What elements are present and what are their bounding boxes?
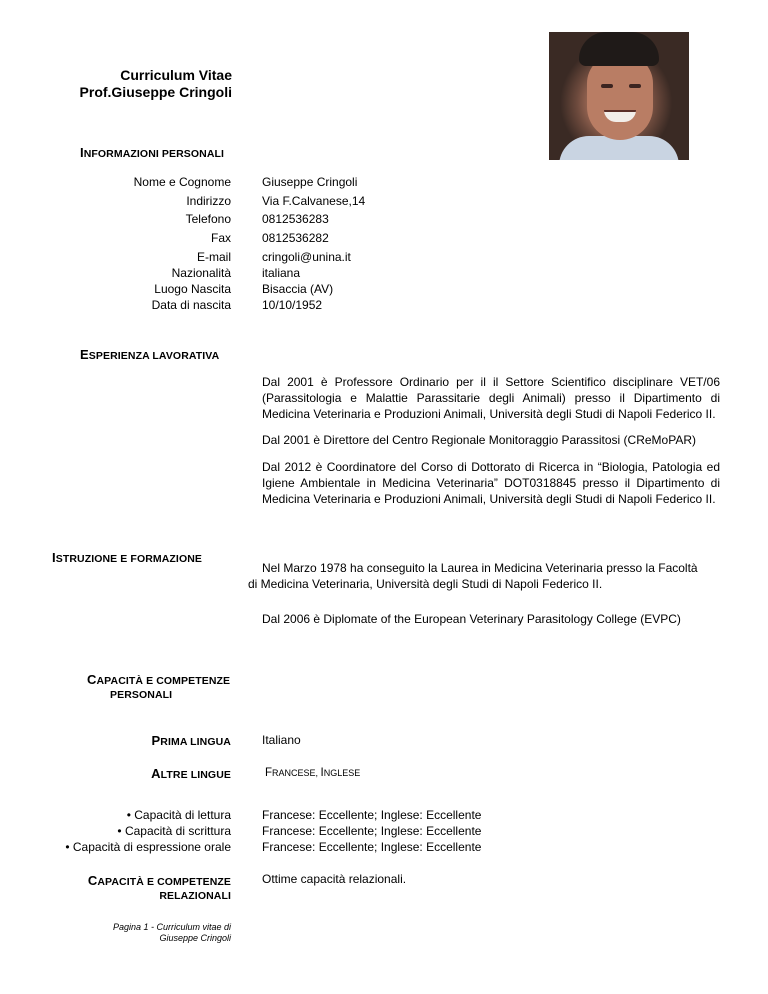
education-line-1: Nel Marzo 1978 ha conseguito la Laurea in Medicina Veterinaria presso la Facoltà (262, 561, 698, 575)
value-fax: 0812536282 (262, 231, 329, 245)
title-line-2: Prof.Giuseppe Cringoli (79, 84, 232, 100)
value-reading: Francese: Eccellente; Inglese: Eccellente (262, 808, 482, 822)
value-other-languages: FRANCESE, INGLESE (265, 767, 361, 779)
label-email: E-mail (196, 250, 231, 264)
photo-face (587, 54, 653, 140)
label-relational-skills-line-2: RELAZIONALI (159, 890, 231, 902)
title-line-1: Curriculum Vitae (120, 67, 232, 83)
photo-hair (579, 32, 659, 66)
label-address: Indirizzo (186, 194, 231, 208)
label-writing: • Capacità di scrittura (117, 824, 231, 838)
label-birthplace: Luogo Nascita (154, 282, 231, 296)
section-heading-education: ISTRUZIONE E FORMAZIONE (52, 550, 203, 565)
label-birthdate: Data di nascita (151, 298, 231, 312)
label-other-languages: ALTRE LINGUE (151, 766, 231, 781)
label-fax: Fax (210, 231, 231, 245)
label-phone: Telefono (185, 212, 231, 226)
label-reading: • Capacità di lettura (126, 808, 231, 822)
value-first-language: Italiano (262, 733, 301, 747)
photo-eye-right (629, 84, 641, 88)
value-birthdate: 10/10/1952 (262, 298, 323, 312)
label-nationality: Nazionalità (171, 266, 231, 280)
experience-item-2: Dal 2001 è Direttore del Centro Regionale Monitoraggio Parassitosi (CReMoPAR) (262, 433, 696, 447)
section-heading-work-experience: ESPERIENZA LAVORATIVA (80, 347, 220, 362)
label-speaking: • Capacità di espressione orale (65, 840, 231, 854)
value-nationality: italiana (262, 266, 301, 280)
section-heading-skills-line-2: PERSONALI (110, 689, 173, 701)
profile-photo (549, 32, 689, 160)
value-address: Via F.Calvanese,14 (262, 194, 366, 208)
experience-item-3: Dal 2012 è Coordinatore del Corso di Dottorato di Ricerca in “Biologia, Patologia ed Igiene Ambientale in Medicina Veterinaria” DOT0318845 presso il Dipartimento di Medicina Veterinaria e Produzioni Animali, Università degli Studi di Napoli Federico II. (262, 460, 720, 506)
value-name: Giuseppe Cringoli (262, 175, 358, 189)
value-phone: 0812536283 (262, 212, 329, 226)
label-relational-skills: CAPACITÀ E COMPETENZE (87, 873, 231, 888)
label-first-language: PRIMA LINGUA (151, 733, 231, 748)
value-email[interactable]: cringoli@unina.it (262, 250, 351, 264)
photo-eye-left (601, 84, 613, 88)
label-name: Nome e Cognome (133, 175, 231, 189)
footer-line-2: Giuseppe Cringoli (159, 933, 231, 943)
value-birthplace: Bisaccia (AV) (262, 282, 334, 296)
section-heading-skills: CAPACITÀ E COMPETENZE (87, 672, 231, 687)
value-relational-skills: Ottime capacità relazionali. (262, 872, 407, 886)
value-writing: Francese: Eccellente; Inglese: Eccellente (262, 824, 482, 838)
education-line-2: di Medicina Veterinaria, Università degli Studi di Napoli Federico II. (248, 577, 603, 591)
page-footer (113, 922, 231, 944)
footer-line-1: Pagina 1 - Curriculum vitae di (112, 922, 231, 932)
value-speaking: Francese: Eccellente; Inglese: Eccellente (262, 840, 482, 854)
section-heading-personal-info: INFORMAZIONI PERSONALI (80, 145, 225, 160)
document-title (80, 67, 232, 101)
education-line-3: Dal 2006 è Diplomate of the European Veterinary Parasitology College (EVPC) (262, 612, 681, 626)
experience-item-1: Dal 2001 è Professore Ordinario per il il Settore Scientifico disciplinare VET/06 (Parassitologia e Malattie Parassitarie degli Animali) presso il Dipartimento di Medicina Veterinaria e Produzioni Animali, Università degli Studi di Napoli Federico II. (262, 375, 720, 421)
